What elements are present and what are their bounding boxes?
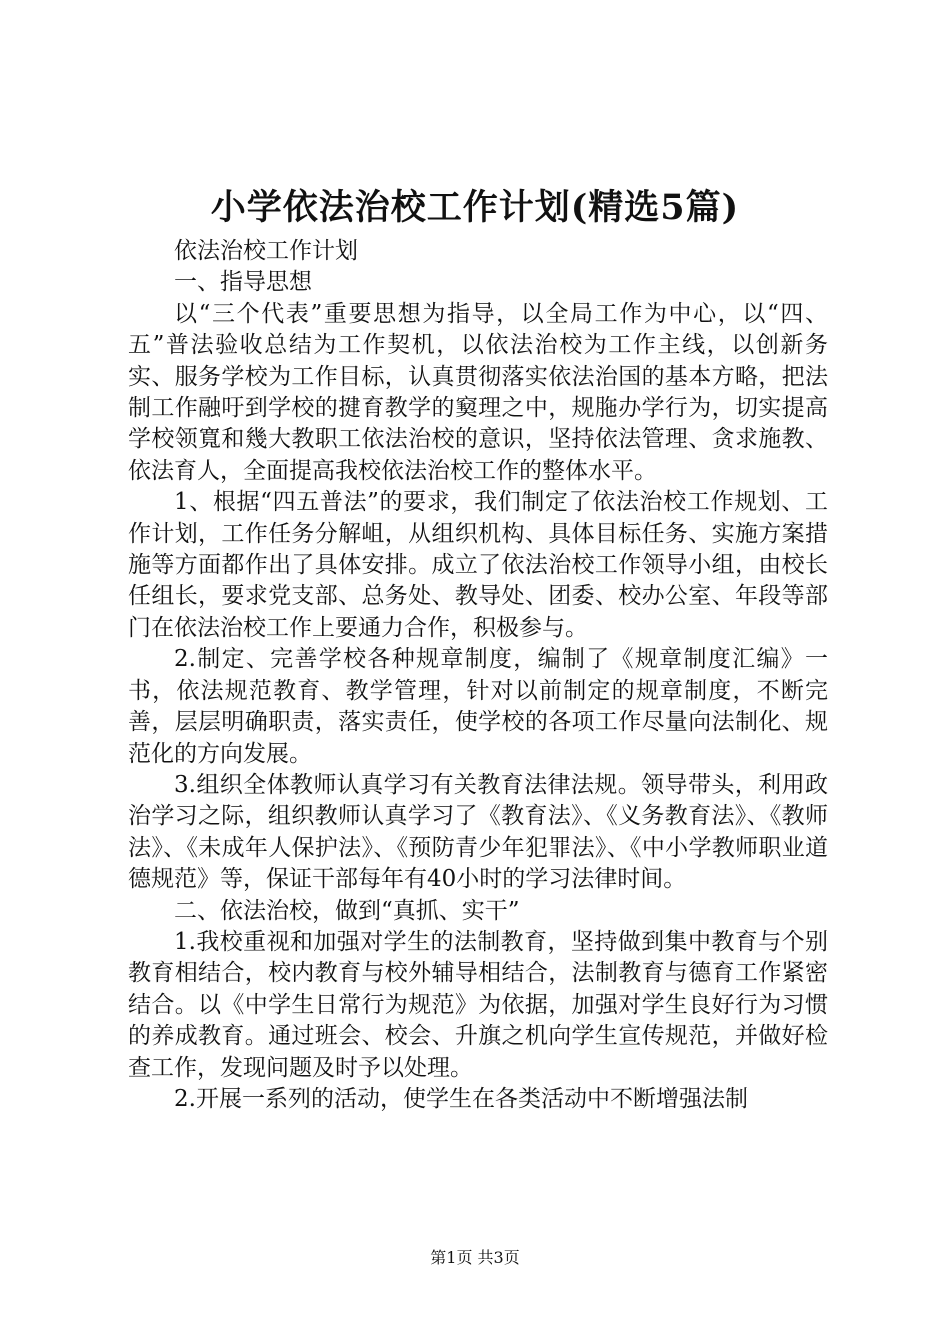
page-number-footer: 第1页 共3页 [430, 1248, 520, 1267]
paragraph-rule-item-1: 1.我校重视和加强对学生的法制教育，坚持做到集中教育与个别教育相结合，校内教育与校外辅导相结合，法制教育与德育工作紧密结合。以《中学生日常行为规范》为依据，加强对学生良好行为习惯的养成教育。通过班会、校会、升旗之机向学生宣传规范，并做好检查工作，发现问题及时予以处理。 [128, 928, 828, 1081]
paragraph-item-3: 3.组织全体教师认真学习有关教育法律法规。领导带头，利用政治学习之际，组织教师认真学习了《教育法》、《义务教育法》、《教师法》、《未成年人保护法》、《预防青少年犯罪法》、《中小学教师职业道德规范》等，保证干部每年有40小时的学习法律时间。 [128, 771, 828, 893]
paragraph-rule-item-2: 2.开展一系列的活动，使学生在各类活动中不断增强法制 [174, 1085, 748, 1112]
document-body [128, 236, 828, 1115]
section-heading-guiding-ideology: 一、指导思想 [174, 269, 312, 296]
paragraph-item-2: 2.制定、完善学校各种规章制度，编制了《规章制度汇编》一书，依法规范教育、教学管理，针对以前制定的规章制度，不断完善，层层明确职责，落实责任，使学校的各项工作尽量向法制化、规范化的方向发展。 [128, 646, 828, 767]
section-subtitle: 依法治校工作计划 [174, 238, 358, 264]
section-heading-rule-by-law: 二、依法治校，做到“真抓、实干” [174, 897, 520, 924]
paragraph-item-1: 1、根据“四五普法”的要求，我们制定了依法治校工作规划、工作计划，工作任务分解岨，从组织机构、具体目标任务、实施方案措施等方面都作出了具体安排。成立了依法治校工作领导小组，由校长任组长，要求党支部、总务处、教导处、团委、校办公室、年段等部门在依法治校工作上要通力合作，积极参与。 [128, 489, 828, 641]
document-title: 小学依法治校工作计划(精选5篇) [210, 187, 740, 228]
paragraph-guiding-ideology: 以“三个代表”重要思想为指导，以全局工作为中心，以“四、五”普法验收总结为工作契机，以依法治校为工作主线，以创新务实、服务学校为工作目标，认真贯彻落实依法治国的基本方略，把法制工作融吁到学校的揵育教学的窫理之中，规胣办学行为，切实提高学校领寬和幾大教职工依法治校的意识，坚持依法管理、贪求施教、依法育人，全面提高我校依法治校工作的整体水平。 [128, 300, 828, 484]
